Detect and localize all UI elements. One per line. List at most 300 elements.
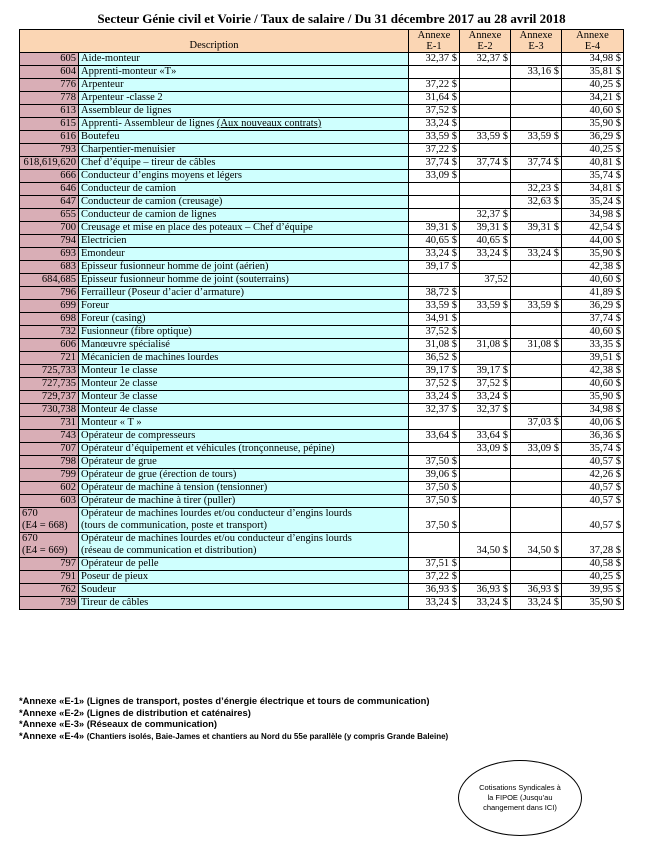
job-description: Opérateur de grue (érection de tours) (79, 469, 409, 482)
rate-e4: 35,90 $ (562, 118, 624, 131)
job-code: 655 (20, 209, 79, 222)
rate-e2: 33,59 $ (460, 131, 511, 144)
rate-e2 (460, 144, 511, 157)
table-row (20, 170, 624, 183)
rate-e4: 35,90 $ (562, 248, 624, 261)
job-description: Arpenteur -classe 2 (79, 92, 409, 105)
table-row (20, 417, 624, 430)
rate-e1: 37,22 $ (409, 79, 460, 92)
annex-notes (19, 695, 448, 742)
rate-e3 (511, 53, 562, 66)
table-row (20, 157, 624, 170)
job-code: 683 (20, 261, 79, 274)
rate-e3 (511, 571, 562, 584)
rate-e4: 40,60 $ (562, 326, 624, 339)
rate-e2 (460, 417, 511, 430)
rate-e3 (511, 482, 562, 495)
rate-e3 (511, 313, 562, 326)
job-description: Opérateur de machine à tension (tensionner) (79, 482, 409, 495)
rate-e4: 33,35 $ (562, 339, 624, 352)
table-header-row (20, 30, 624, 53)
rate-e2: 33,24 $ (460, 248, 511, 261)
rate-e4: 40,60 $ (562, 378, 624, 391)
table-row (20, 196, 624, 209)
job-code: 605 (20, 53, 79, 66)
table-row (20, 365, 624, 378)
rate-e1: 34,91 $ (409, 313, 460, 326)
rate-e1 (409, 209, 460, 222)
table-row (20, 118, 624, 131)
rate-e2 (460, 79, 511, 92)
table-row (20, 456, 624, 469)
job-code: 615 (20, 118, 79, 131)
job-description: Boutefeu (79, 131, 409, 144)
job-code: 743 (20, 430, 79, 443)
rate-e2 (460, 66, 511, 79)
rate-e3 (511, 430, 562, 443)
table-row (20, 597, 624, 610)
job-code: 799 (20, 469, 79, 482)
rate-e1: 37,52 $ (409, 105, 460, 118)
rate-e1: 37,51 $ (409, 558, 460, 571)
rate-e4: 41,89 $ (562, 287, 624, 300)
job-code: 602 (20, 482, 79, 495)
rate-e3: 32,23 $ (511, 183, 562, 196)
header-annex-e1: Annexe E-1 (409, 30, 460, 53)
rate-e1: 33,24 $ (409, 391, 460, 404)
rate-e4: 40,57 $ (562, 508, 624, 533)
rate-e1: 38,72 $ (409, 287, 460, 300)
job-code: 730,738 (20, 404, 79, 417)
job-description: Monteur 3e classe (79, 391, 409, 404)
table-row (20, 313, 624, 326)
rate-e1 (409, 533, 460, 558)
rate-e3: 33,16 $ (511, 66, 562, 79)
job-code: 603 (20, 495, 79, 508)
rate-e2: 39,17 $ (460, 365, 511, 378)
rate-e4: 42,26 $ (562, 469, 624, 482)
rate-e2 (460, 456, 511, 469)
union-dues-oval: Cotisations Syndicales à la FIPOE (Jusqu’au changement dans ICI) (458, 760, 582, 836)
rate-e3 (511, 508, 562, 533)
rate-e2 (460, 482, 511, 495)
rate-e4: 35,24 $ (562, 196, 624, 209)
rate-e1: 37,52 $ (409, 378, 460, 391)
rate-e4: 35,74 $ (562, 170, 624, 183)
rate-e2 (460, 92, 511, 105)
rate-e1: 33,24 $ (409, 248, 460, 261)
job-description: Charpentier-menuisier (79, 144, 409, 157)
rate-e3: 33,59 $ (511, 131, 562, 144)
rate-e4: 40,25 $ (562, 144, 624, 157)
rate-e2: 33,64 $ (460, 430, 511, 443)
rate-e2 (460, 170, 511, 183)
rate-e3 (511, 235, 562, 248)
wage-table (19, 29, 624, 610)
job-description: Apprenti-monteur «T» (79, 66, 409, 79)
rate-e3: 37,74 $ (511, 157, 562, 170)
job-description: Soudeur (79, 584, 409, 597)
rate-e1: 37,50 $ (409, 495, 460, 508)
table-row (20, 235, 624, 248)
rate-e1 (409, 417, 460, 430)
rate-e3 (511, 495, 562, 508)
job-description: Mécanicien de machines lourdes (79, 352, 409, 365)
job-code: 670 (E4 = 668) (20, 508, 79, 533)
job-description: Opérateur de machines lourdes et/ou conducteur d’engins lourds (tours de communication, poste et transport) (79, 508, 409, 533)
job-description: Ferrailleur (Poseur d’acier d’armature) (79, 287, 409, 300)
rate-e4: 42,38 $ (562, 261, 624, 274)
table-row (20, 79, 624, 92)
rate-e1: 40,65 $ (409, 235, 460, 248)
job-code: 739 (20, 597, 79, 610)
rate-e4: 35,74 $ (562, 443, 624, 456)
rate-e3 (511, 79, 562, 92)
table-body (20, 53, 624, 610)
rate-e4: 34,98 $ (562, 53, 624, 66)
rate-e3: 33,24 $ (511, 248, 562, 261)
table-row (20, 209, 624, 222)
rate-e3 (511, 105, 562, 118)
table-row (20, 66, 624, 79)
rate-e1: 37,50 $ (409, 482, 460, 495)
rate-e4: 36,29 $ (562, 300, 624, 313)
job-code: 666 (20, 170, 79, 183)
job-description: Fusionneur (fibre optique) (79, 326, 409, 339)
rate-e1: 39,17 $ (409, 261, 460, 274)
job-description: Episseur fusionneur homme de joint (souterrains) (79, 274, 409, 287)
job-description: Emondeur (79, 248, 409, 261)
note-e4: *Annexe «E-4» (Chantiers isolés, Baie-James et chantiers au Nord du 55e parallèle (y compris Grande Baleine) (19, 729, 449, 741)
job-code: 732 (20, 326, 79, 339)
table-row (20, 482, 624, 495)
rate-e2: 37,52 (460, 274, 511, 287)
rate-e3 (511, 352, 562, 365)
page-title: Secteur Génie civil et Voirie / Taux de salaire / Du 31 décembre 2017 au 28 avril 2018 (97, 11, 566, 26)
job-code: 693 (20, 248, 79, 261)
table-row (20, 352, 624, 365)
job-code: 618,619,620 (20, 157, 79, 170)
rate-e4: 39,51 $ (562, 352, 624, 365)
rate-e1: 33,64 $ (409, 430, 460, 443)
job-code: 616 (20, 131, 79, 144)
job-code: 791 (20, 571, 79, 584)
table-row (20, 131, 624, 144)
rate-e1: 32,37 $ (409, 404, 460, 417)
job-description: Aide-monteur (79, 53, 409, 66)
job-code: 727,735 (20, 378, 79, 391)
table-row (20, 144, 624, 157)
rate-e4: 40,57 $ (562, 456, 624, 469)
job-description: Conducteur de camion (creusage) (79, 196, 409, 209)
job-description: Tireur de câbles (79, 597, 409, 610)
rate-e3 (511, 469, 562, 482)
rate-e3 (511, 365, 562, 378)
rate-e3: 33,24 $ (511, 597, 562, 610)
rate-e3 (511, 261, 562, 274)
rate-e4: 40,81 $ (562, 157, 624, 170)
rate-e2 (460, 469, 511, 482)
job-description: Opérateur de compresseurs (79, 430, 409, 443)
rate-e1: 37,22 $ (409, 571, 460, 584)
rate-e2 (460, 508, 511, 533)
table-row (20, 222, 624, 235)
rate-e4: 40,58 $ (562, 558, 624, 571)
rate-e3 (511, 391, 562, 404)
rate-e3 (511, 456, 562, 469)
job-description: Poseur de pieux (79, 571, 409, 584)
rate-e2 (460, 196, 511, 209)
rate-e1: 39,31 $ (409, 222, 460, 235)
rate-e2: 40,65 $ (460, 235, 511, 248)
rate-e3: 31,08 $ (511, 339, 562, 352)
job-description: Electricien (79, 235, 409, 248)
job-code: 797 (20, 558, 79, 571)
rate-e2 (460, 495, 511, 508)
rate-e3: 37,03 $ (511, 417, 562, 430)
job-description: Monteur 4e classe (79, 404, 409, 417)
rate-e1: 36,52 $ (409, 352, 460, 365)
job-code: 698 (20, 313, 79, 326)
job-code: 793 (20, 144, 79, 157)
header-description: Description (20, 30, 409, 53)
rate-e3 (511, 209, 562, 222)
rate-e1 (409, 443, 460, 456)
job-description: Creusage et mise en place des poteaux – Chef d’équipe (79, 222, 409, 235)
job-description: Arpenteur (79, 79, 409, 92)
table-row (20, 391, 624, 404)
rate-e2: 37,74 $ (460, 157, 511, 170)
table-row (20, 261, 624, 274)
rate-e4: 35,90 $ (562, 597, 624, 610)
header-annex-e2: Annexe E-2 (460, 30, 511, 53)
table-row (20, 508, 624, 533)
rate-e4: 34,98 $ (562, 404, 624, 417)
job-description: Opérateur d’équipement et véhicules (tronçonneuse, pépine) (79, 443, 409, 456)
rate-e1: 33,24 $ (409, 118, 460, 131)
note-e3: *Annexe «E-3» (Réseaux de communication) (19, 718, 217, 730)
rate-e3: 33,59 $ (511, 300, 562, 313)
rate-e1: 31,08 $ (409, 339, 460, 352)
job-code: 613 (20, 105, 79, 118)
rate-e4: 40,57 $ (562, 482, 624, 495)
rate-e1: 37,22 $ (409, 144, 460, 157)
rate-e3: 36,93 $ (511, 584, 562, 597)
job-description: Opérateur de machine à tirer (puller) (79, 495, 409, 508)
table-row (20, 92, 624, 105)
job-code: 721 (20, 352, 79, 365)
job-code: 725,733 (20, 365, 79, 378)
table-row (20, 571, 624, 584)
rate-e2: 39,31 $ (460, 222, 511, 235)
table-row (20, 495, 624, 508)
rate-e4: 40,57 $ (562, 495, 624, 508)
job-code: 707 (20, 443, 79, 456)
table-row (20, 378, 624, 391)
rate-e1 (409, 274, 460, 287)
rate-e4: 34,98 $ (562, 209, 624, 222)
job-description: Conducteur de camion (79, 183, 409, 196)
table-row (20, 274, 624, 287)
note-e1: *Annexe «E-1» (Lignes de transport, postes d’énergie électrique et tours de communication) (19, 695, 430, 706)
rate-e2: 33,09 $ (460, 443, 511, 456)
job-description: Monteur « T » (79, 417, 409, 430)
rate-e4: 34,21 $ (562, 92, 624, 105)
rate-e3 (511, 404, 562, 417)
rate-e2: 36,93 $ (460, 584, 511, 597)
header-annex-e4: Annexe E-4 (562, 30, 624, 53)
rate-e4: 42,54 $ (562, 222, 624, 235)
job-description: Manœuvre spécialisé (79, 339, 409, 352)
rate-e4: 35,81 $ (562, 66, 624, 79)
job-description: Conducteur de camion de lignes (79, 209, 409, 222)
rate-e2 (460, 313, 511, 326)
job-description: Assembleur de lignes (79, 105, 409, 118)
rate-e2: 32,37 $ (460, 209, 511, 222)
job-code: 606 (20, 339, 79, 352)
rate-e2: 31,08 $ (460, 339, 511, 352)
job-code: 700 (20, 222, 79, 235)
job-description: Opérateur de grue (79, 456, 409, 469)
rate-e4: 44,00 $ (562, 235, 624, 248)
job-code: 647 (20, 196, 79, 209)
rate-e1: 37,52 $ (409, 326, 460, 339)
rate-e3 (511, 118, 562, 131)
rate-e1: 39,06 $ (409, 469, 460, 482)
rate-e3: 39,31 $ (511, 222, 562, 235)
rate-e2 (460, 352, 511, 365)
table-row (20, 443, 624, 456)
table-row (20, 469, 624, 482)
table-row (20, 183, 624, 196)
rate-e3 (511, 558, 562, 571)
table-row (20, 105, 624, 118)
table-row (20, 558, 624, 571)
job-description: Conducteur d’engins moyens et légers (79, 170, 409, 183)
job-description: Opérateur de machines lourdes et/ou conducteur d’engins lourds (réseau de communication et distribution) (79, 533, 409, 558)
job-description: Monteur 1e classe (79, 365, 409, 378)
rate-e4: 40,25 $ (562, 571, 624, 584)
rate-e3 (511, 287, 562, 300)
rate-e2 (460, 118, 511, 131)
rate-e2: 32,37 $ (460, 53, 511, 66)
rate-e1: 31,64 $ (409, 92, 460, 105)
job-code: 604 (20, 66, 79, 79)
rate-e2 (460, 558, 511, 571)
table-row (20, 53, 624, 66)
table-row (20, 404, 624, 417)
rate-e3 (511, 92, 562, 105)
job-code: 699 (20, 300, 79, 313)
rate-e4: 40,60 $ (562, 274, 624, 287)
rate-e1 (409, 183, 460, 196)
rate-e2: 37,52 $ (460, 378, 511, 391)
rate-e2 (460, 105, 511, 118)
rate-e2: 33,24 $ (460, 597, 511, 610)
rate-e4: 40,25 $ (562, 79, 624, 92)
table-row (20, 248, 624, 261)
job-code: 762 (20, 584, 79, 597)
job-code: 684,685 (20, 274, 79, 287)
rate-e2: 32,37 $ (460, 404, 511, 417)
job-code: 794 (20, 235, 79, 248)
job-code: 646 (20, 183, 79, 196)
job-code: 729,737 (20, 391, 79, 404)
job-description: Chef d’équipe – tireur de câbles (79, 157, 409, 170)
job-code: 670 (E4 = 669) (20, 533, 79, 558)
table-row (20, 339, 624, 352)
rate-e4: 40,06 $ (562, 417, 624, 430)
rate-e2 (460, 571, 511, 584)
job-description: Monteur 2e classe (79, 378, 409, 391)
rate-e2: 33,59 $ (460, 300, 511, 313)
rate-e3 (511, 326, 562, 339)
job-description: Apprenti- Assembleur de lignes (Aux nouveaux contrats) (79, 118, 409, 131)
table-row (20, 326, 624, 339)
header-annex-e3: Annexe E-3 (511, 30, 562, 53)
table-row (20, 430, 624, 443)
rate-e2 (460, 183, 511, 196)
rate-e1: 37,50 $ (409, 456, 460, 469)
job-code: 776 (20, 79, 79, 92)
rate-e4: 35,90 $ (562, 391, 624, 404)
job-code: 796 (20, 287, 79, 300)
rate-e2: 34,50 $ (460, 533, 511, 558)
rate-e4: 37,28 $ (562, 533, 624, 558)
rate-e4: 36,36 $ (562, 430, 624, 443)
rate-e2: 33,24 $ (460, 391, 511, 404)
job-code: 798 (20, 456, 79, 469)
rate-e4: 36,29 $ (562, 131, 624, 144)
table-row (20, 300, 624, 313)
table-row (20, 533, 624, 558)
rate-e3 (511, 378, 562, 391)
job-code: 731 (20, 417, 79, 430)
rate-e1: 37,74 $ (409, 157, 460, 170)
rate-e3 (511, 274, 562, 287)
table-row (20, 287, 624, 300)
job-description: Foreur (79, 300, 409, 313)
rate-e1: 36,93 $ (409, 584, 460, 597)
rate-e3 (511, 170, 562, 183)
rate-e3: 34,50 $ (511, 533, 562, 558)
rate-e1: 33,59 $ (409, 300, 460, 313)
job-description: Foreur (casing) (79, 313, 409, 326)
rate-e1: 33,59 $ (409, 131, 460, 144)
rate-e3: 32,63 $ (511, 196, 562, 209)
rate-e3: 33,09 $ (511, 443, 562, 456)
rate-e4: 37,74 $ (562, 313, 624, 326)
rate-e1: 37,50 $ (409, 508, 460, 533)
rate-e2 (460, 261, 511, 274)
rate-e2 (460, 287, 511, 300)
rate-e1 (409, 196, 460, 209)
rate-e1: 33,24 $ (409, 597, 460, 610)
job-code: 778 (20, 92, 79, 105)
rate-e1: 32,37 $ (409, 53, 460, 66)
rate-e4: 39,95 $ (562, 584, 624, 597)
rate-e1 (409, 66, 460, 79)
rate-e4: 42,38 $ (562, 365, 624, 378)
table-row (20, 584, 624, 597)
job-description: Opérateur de pelle (79, 558, 409, 571)
rate-e2 (460, 326, 511, 339)
rate-e4: 34,81 $ (562, 183, 624, 196)
note-e2: *Annexe «E-2» (Lignes de distribution et caténaires) (19, 706, 251, 718)
job-description: Episseur fusionneur homme de joint (aérien) (79, 261, 409, 274)
rate-e1: 33,09 $ (409, 170, 460, 183)
rate-e4: 40,60 $ (562, 105, 624, 118)
